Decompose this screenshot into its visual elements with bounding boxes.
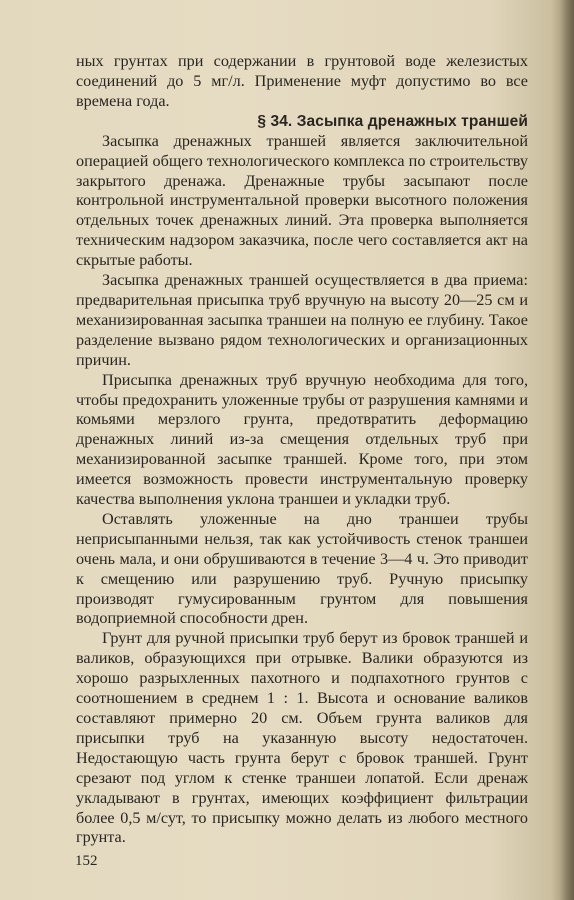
- page-edge-shadow: [560, 0, 574, 900]
- paragraph-1: Засыпка дренажных траншей является заключительной операцией общего технологического комплекса по строительству закрытого дренажа. Дренажные трубы засыпают после контрольной инструментальной проверки высотного положения отдельных точек дренажных линий. Эта проверка выполняется техническим надзором заказчика, после чего составляется акт на скрытые работы.: [76, 131, 528, 270]
- paragraph-2: Засыпка дренажных траншей осуществляется в два приема: предварительная присыпка труб вручную на высоту 20—25 см и механизированная засыпка траншеи на полную ее глубину. Такое разделение вызвано рядом технологических и организационных причин.: [76, 271, 528, 369]
- intro-paragraph: ных грунтах при содержании в грунтовой воде железистых соединений до 5 мг/л. Применение муфт допустимо во все времена года.: [76, 52, 528, 110]
- section-heading: § 34. Засыпка дренажных траншей: [257, 112, 528, 130]
- page-number: 152: [75, 853, 98, 869]
- paragraph-3: Присыпка дренажных труб вручную необходима для того, чтобы предохранить уложенные трубы от разрушения камнями и комьями мерзлого грунта, предотвратить деформацию дренажных линий из-за смещения отдельных труб при механизированной засыпке траншей. Кроме того, при этом имеется возможность провести инструментальную проверку качества выполнения уклона траншеи и укладки труб.: [76, 370, 528, 509]
- page-text: [76, 52, 528, 848]
- paragraph-5: Грунт для ручной присыпки труб берут из бровок траншей и валиков, образующихся при отрывке. Валики образуются из хорошо разрыхленных пахотного и подпахотного грунтов с соотношением в среднем 1 : 1. Высота и основание валиков составляют примерно 20 см. Объем грунта валиков для присыпки труб на указанную высоту недостаточен. Недостающую часть грунта берут с бровок траншей. Грунт срезают под углом к стенке траншеи лопатой. Если дренаж укладывают в грунтах, имеющих коэффициент фильтрации более 0,5 м/сут, то присыпку можно делать из любого местного грунта.: [76, 629, 528, 847]
- paragraph-4: Оставлять уложенные на дно траншеи трубы неприсыпанными нельзя, так как устойчивость стенок траншеи очень мала, и они обрушиваются в течение 3—4 ч. Это приводит к смещению или разрушению труб. Ручную присыпку производят гумусированным грунтом для повышения водоприемной способности дрен.: [76, 509, 528, 628]
